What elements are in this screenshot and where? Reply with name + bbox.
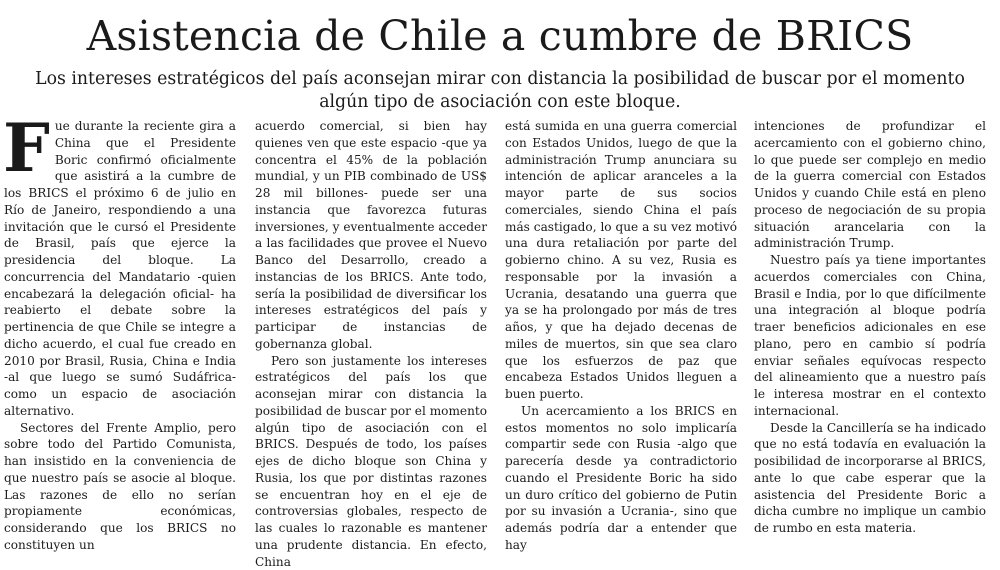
paragraph: [4, 118, 236, 420]
dropcap: F: [3, 120, 50, 174]
paragraph: Un acercamiento a los BRICS en estos momentos no solo implicaría compartir sede con Rusia -algo que parecería desde ya contradictorio cuando el Presidente Boric ha sido un duro crítico del gobierno de Putin por su invasión a Ucrania-, sino que además podría dar a entender que hay: [505, 403, 737, 554]
paragraph: intenciones de profundizar el acercamiento con el gobierno chino, lo que puede ser complejo en medio de la guerra comercial con Estados Unidos y cuando Chile está en pleno proceso de negociación de su propia situación arancelaria con la administración Trump.: [754, 118, 986, 252]
paragraph: está sumida en una guerra comercial con Estados Unidos, luego de que la administración Trump anunciara su intención de aplicar aranceles a la mayor parte de sus socios comerciales, siendo China el país más castigado, lo que a su vez motivó una dura retaliación por parte del gobierno chino. A su vez, Rusia es responsable por la invasión a Ucrania, desatando una guerra que ya se ha prolongado por más de tres años, y que ha dejado decenas de miles de muertos, sin que sea claro que los esfuerzos de paz que encabeza Estados Unidos lleguen a buen puerto.: [505, 118, 737, 403]
article-body: [0, 118, 1000, 451]
paragraph: Desde la Cancillería se ha indicado que no está todavía en evaluación la posibilidad de incorporarse al BRICS, ante lo que cabe esperar que la asistencia del Presidente Boric a dicha cumbre no implique un cambio de rumbo en esta materia.: [754, 420, 986, 537]
subheadline: Los intereses estratégicos del país aconsejan mirar con distancia la posibilidad de buscar por el momento algún tipo de asociación con este bloque.: [20, 68, 980, 114]
column-4: [754, 118, 986, 451]
paragraph-text: ue durante la reciente gira a China que el Presidente Boric confirmó oficialmente que asistirá a la cumbre de los BRICS el próximo 6 de julio en Río de Janeiro, respondiendo a una invitación que le cursó el Presidente de Brasil, país que ejerce la presidencia del bloque. La concurrencia del Mandatario -quien encabezará la delegación oficial- ha reabierto el debate sobre la pertinencia de que Chile se integre a dicho acuerdo, el cual fue creado en 2010 por Brasil, Rusia, China e India -al que luego se sumó Sudáfrica- como un espacio de asociación alternativo.: [4, 119, 236, 418]
paragraph: Sectores del Frente Amplio, pero sobre todo del Partido Comunista, han insistido en la conveniencia de que nuestro país se asocie al bloque. Las razones de ello no serían propiamente económicas, considerando que los BRICS no constituyen un: [4, 420, 236, 554]
column-1: [4, 118, 236, 451]
column-3: [505, 118, 737, 451]
headline: Asistencia de Chile a cumbre de BRICS: [0, 8, 1000, 64]
column-2: [255, 118, 487, 451]
paragraph: Pero son justamente los intereses estratégicos del país los que aconsejan mirar con distancia la posibilidad de buscar por el momento algún tipo de asociación con el BRICS. Después de todo, los países ejes de dicho bloque son China y Rusia, los que por distintas razones se encuentran hoy en el eje de controversias globales, respecto de las cuales lo razonable es mantener una prudente distancia. En efecto, China: [255, 353, 487, 570]
paragraph: acuerdo comercial, si bien hay quienes ven que este espacio -que ya concentra el 45% de la población mundial, y un PIB combinado de US$ 28 mil billones- puede ser una instancia que favorezca futuras inversiones, y eventualmente acceder a las facilidades que provee el Nuevo Banco del Desarrollo, creado a instancias de los BRICS. Ante todo, sería la posibilidad de diversificar los intereses estratégicos del país y participar de instancias de gobernanza global.: [255, 118, 487, 353]
paragraph: Nuestro país ya tiene importantes acuerdos comerciales con China, Brasil e India, por lo que difícilmente una integración al bloque podría traer beneficios adicionales en ese plano, pero en cambio sí podría enviar señales equívocas respecto del alineamiento que a nuestro país le interesa mostrar en el contexto internacional.: [754, 252, 986, 420]
